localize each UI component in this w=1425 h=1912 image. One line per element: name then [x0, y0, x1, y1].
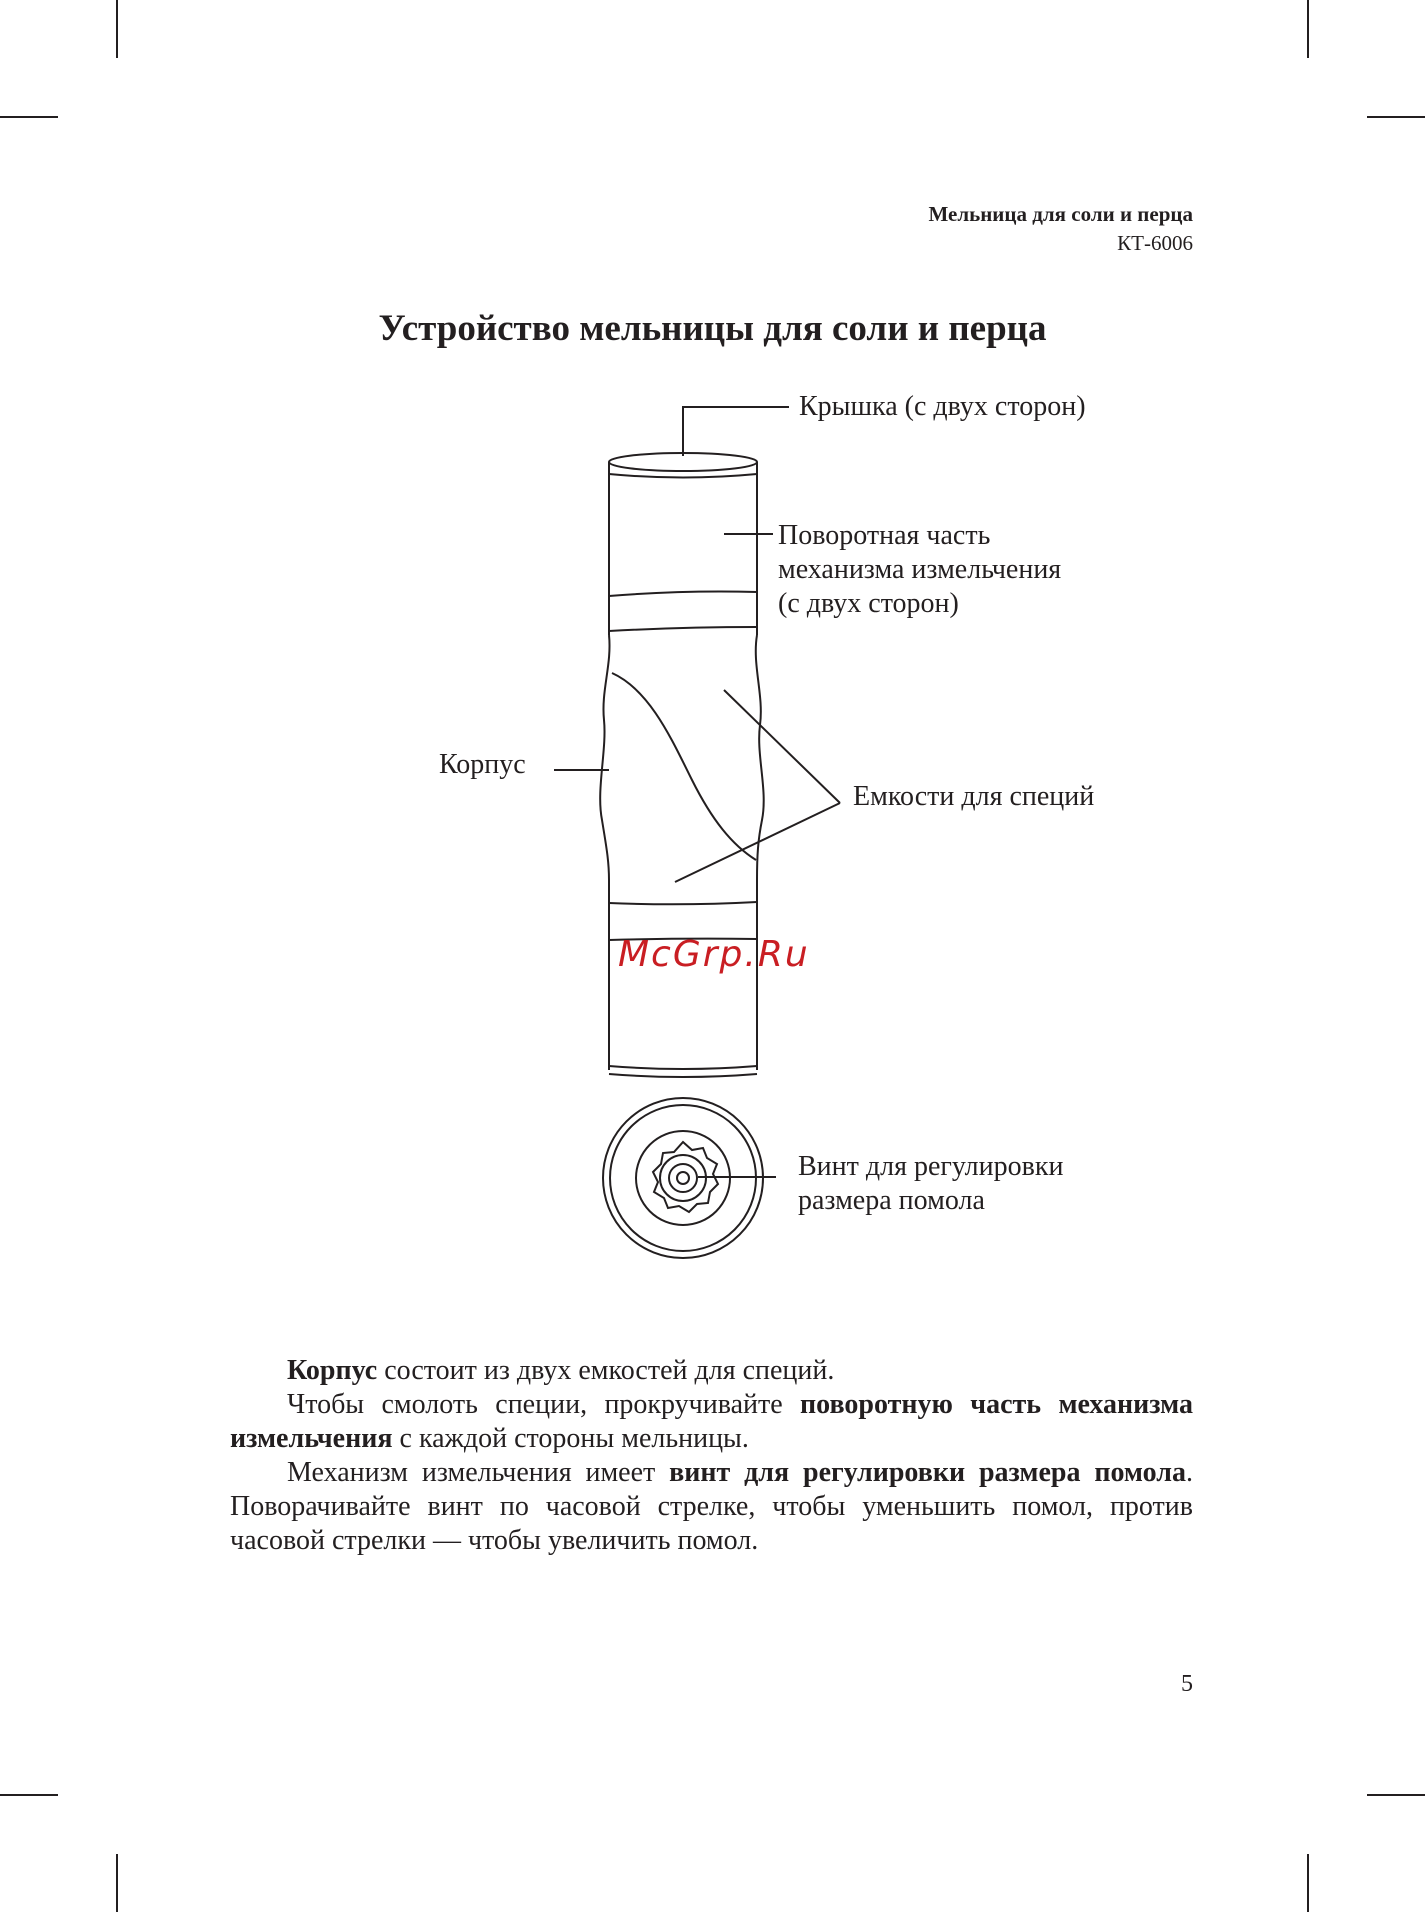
- upper-rotor-ring: [609, 592, 757, 597]
- label-screw-line: размера помола: [798, 1185, 985, 1216]
- label-rotor-line: Поворотная часть: [778, 520, 991, 551]
- body-text: [230, 1354, 1193, 1558]
- lower-rotor-ring: [609, 902, 757, 904]
- paragraph: [230, 1388, 1193, 1456]
- page-number: 5: [1181, 1671, 1193, 1697]
- text-run: Механизм измельчения имеет: [287, 1457, 670, 1488]
- leader-lid: [683, 407, 789, 456]
- mill-bottom: [609, 1066, 757, 1069]
- text-run: с каждой стороны мельницы.: [392, 1423, 749, 1454]
- text-run: состоит из двух емкостей для специй.: [377, 1355, 835, 1386]
- label-screw: [798, 1150, 1063, 1218]
- page-title: Устройство мельницы для соли и перца: [378, 308, 1047, 349]
- mill-body-left-wall: [600, 635, 609, 880]
- label-rotor-line: механизма измельчения: [778, 554, 1062, 585]
- paragraph: [230, 1354, 1193, 1388]
- text-run: . Поворачивайте винт по часовой стрелке, чтобы уменьшить помол, против часовой стрелки — чтобы увеличить помол.: [230, 1457, 1193, 1556]
- label-lid: Крышка (с двух сторон): [799, 391, 1086, 422]
- label-body: Корпус: [439, 749, 526, 780]
- paragraph: [230, 1456, 1193, 1558]
- bold-term: поворотную часть механизма измельчения: [230, 1389, 1194, 1454]
- label-rotor-line: (с двух сторон): [778, 588, 959, 619]
- bold-term: винт для регулировки размера помола: [669, 1457, 1186, 1488]
- label-containers: Емкости для специй: [853, 781, 1095, 812]
- product-name: Мельница для соли и перца: [928, 202, 1193, 226]
- bold-term: Корпус: [287, 1355, 378, 1386]
- label-screw-line: Винт для регулировки: [798, 1151, 1064, 1182]
- label-rotor: [778, 519, 1061, 621]
- watermark: McGrp.Ru: [618, 934, 810, 975]
- leader-container-upper: [724, 690, 840, 803]
- text-run: Чтобы смолоть специи, прокручивайте: [287, 1389, 801, 1420]
- model-number: КТ-6006: [1117, 231, 1193, 255]
